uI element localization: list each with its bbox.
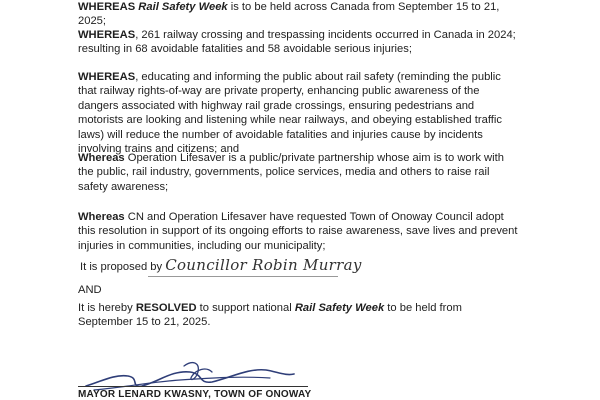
resolved-suffix: to be held from September 15 to 21, 2025. [78, 302, 462, 329]
rail-safety-week-emphasis: Rail Safety Week [138, 1, 228, 13]
councillor-signature: Councillor Robin Murray [165, 256, 362, 274]
proposed-by-label: It is proposed by [80, 261, 166, 273]
whereas-paragraph-2 [78, 28, 518, 57]
whereas-paragraph-1 [78, 0, 518, 29]
mayor-signature-line [78, 386, 308, 387]
whereas-text: is to be held across Canada from September 15 to 21, 2025; [78, 1, 500, 28]
rail-safety-week-emphasis: Rail Safety Week [294, 302, 385, 314]
whereas-keyword: WHEREAS [78, 1, 136, 13]
and-text: AND [78, 284, 102, 296]
resolved-paragraph [78, 301, 518, 330]
whereas-text: CN and Operation Lifesaver have requested Town of Onoway Council adopt this resolution in support of its ongoing efforts to raise awareness, save lives and prevent injuries in communities, including our municipality; [78, 211, 518, 252]
whereas-paragraph-3 [78, 70, 518, 156]
whereas-keyword: Whereas [78, 211, 125, 223]
resolved-keyword: RESOLVED [135, 302, 197, 314]
whereas-keyword: WHEREAS [78, 71, 136, 83]
signature-underline [148, 276, 338, 277]
resolved-prefix: It is hereby [78, 302, 136, 314]
whereas-paragraph-5 [78, 210, 518, 253]
whereas-text: Operation Lifesaver is a public/private partnership whose aim is to work with the public, rail industry, governments, police services, media and others to raise rail safety awareness; [78, 152, 504, 193]
whereas-text: , educating and informing the public about rail safety (reminding the public that railway rights-of-way are private property, enhancing public awareness of the dangers associated with highway rail grade crossings, ensuring pedestrians and motorists are looking and listening while near railways, and obeying established traffic laws) will reduce the number of avoidable fatalities and injuries cause by incidents involving trains and citizens; and [78, 71, 502, 156]
mayor-caption: MAYOR LENARD KWASNY, TOWN OF ONOWAY [78, 389, 312, 400]
whereas-paragraph-4 [78, 151, 518, 194]
resolved-middle: to support national [196, 302, 295, 314]
whereas-keyword: Whereas [78, 152, 125, 164]
whereas-text: , 261 railway crossing and trespassing incidents occurred in Canada in 2024; resulting in 68 avoidable fatalities and 58 avoidable serious injuries; [78, 29, 516, 56]
whereas-keyword: WHEREAS [78, 29, 136, 41]
proposed-by-line [80, 258, 480, 274]
